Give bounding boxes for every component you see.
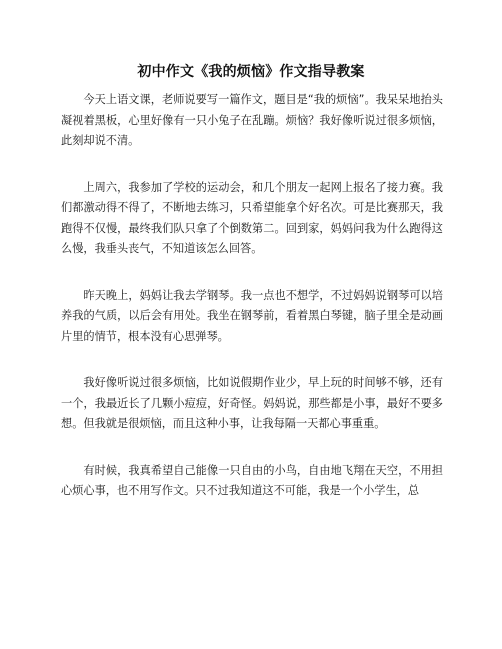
paragraph-1: 今天上语文课，老师说要写一篇作文，题目是“我的烦恼”。我呆呆地抬头凝视着黑板，心里好像有一只小兔子在乱蹦。烦恼？我好像听说过很多烦恼，此刻却说不清。	[61, 93, 443, 147]
document-body	[61, 90, 443, 528]
paragraph-2: 上周六，我参加了学校的运动会，和几个朋友一起网上报名了接力赛。我们都激动得不得了，不断地去练习，只希望能拿个好名次。可是比赛那天，我跑得不仅慢，最终我们队只拿了个倒数第二。回到家，妈妈问我为什么跑得这么慢，我垂头丧气，不知道该怎么回答。	[61, 180, 443, 255]
paragraph-3: 昨天晚上，妈妈让我去学钢琴。我一点也不想学，不过妈妈说钢琴可以培养我的气质，以后会有用处。我坐在钢琴前，看着黑白琴键，脑子里全是动画片里的情节，根本没有心思弹琴。	[61, 288, 443, 343]
paragraph-5: 有时候，我真希望自己能像一只自由的小鸟，自由地飞翔在天空，不用担心烦心事，也不用写作文。只不过我知道这不可能，我是一个小学生，总	[61, 463, 443, 497]
document-title: 初中作文《我的烦恼》作文指导教案	[137, 64, 365, 80]
paragraph-4: 我好像听说过很多烦恼，比如说假期作业少，早上玩的时间够不够，还有一个，我最近长了几颗小痘痘，好奇怪。妈妈说，那些都是小事，最好不要多想。但我就是很烦恼，而且这种小事，让我每隔一天都心事重重。	[61, 376, 443, 430]
